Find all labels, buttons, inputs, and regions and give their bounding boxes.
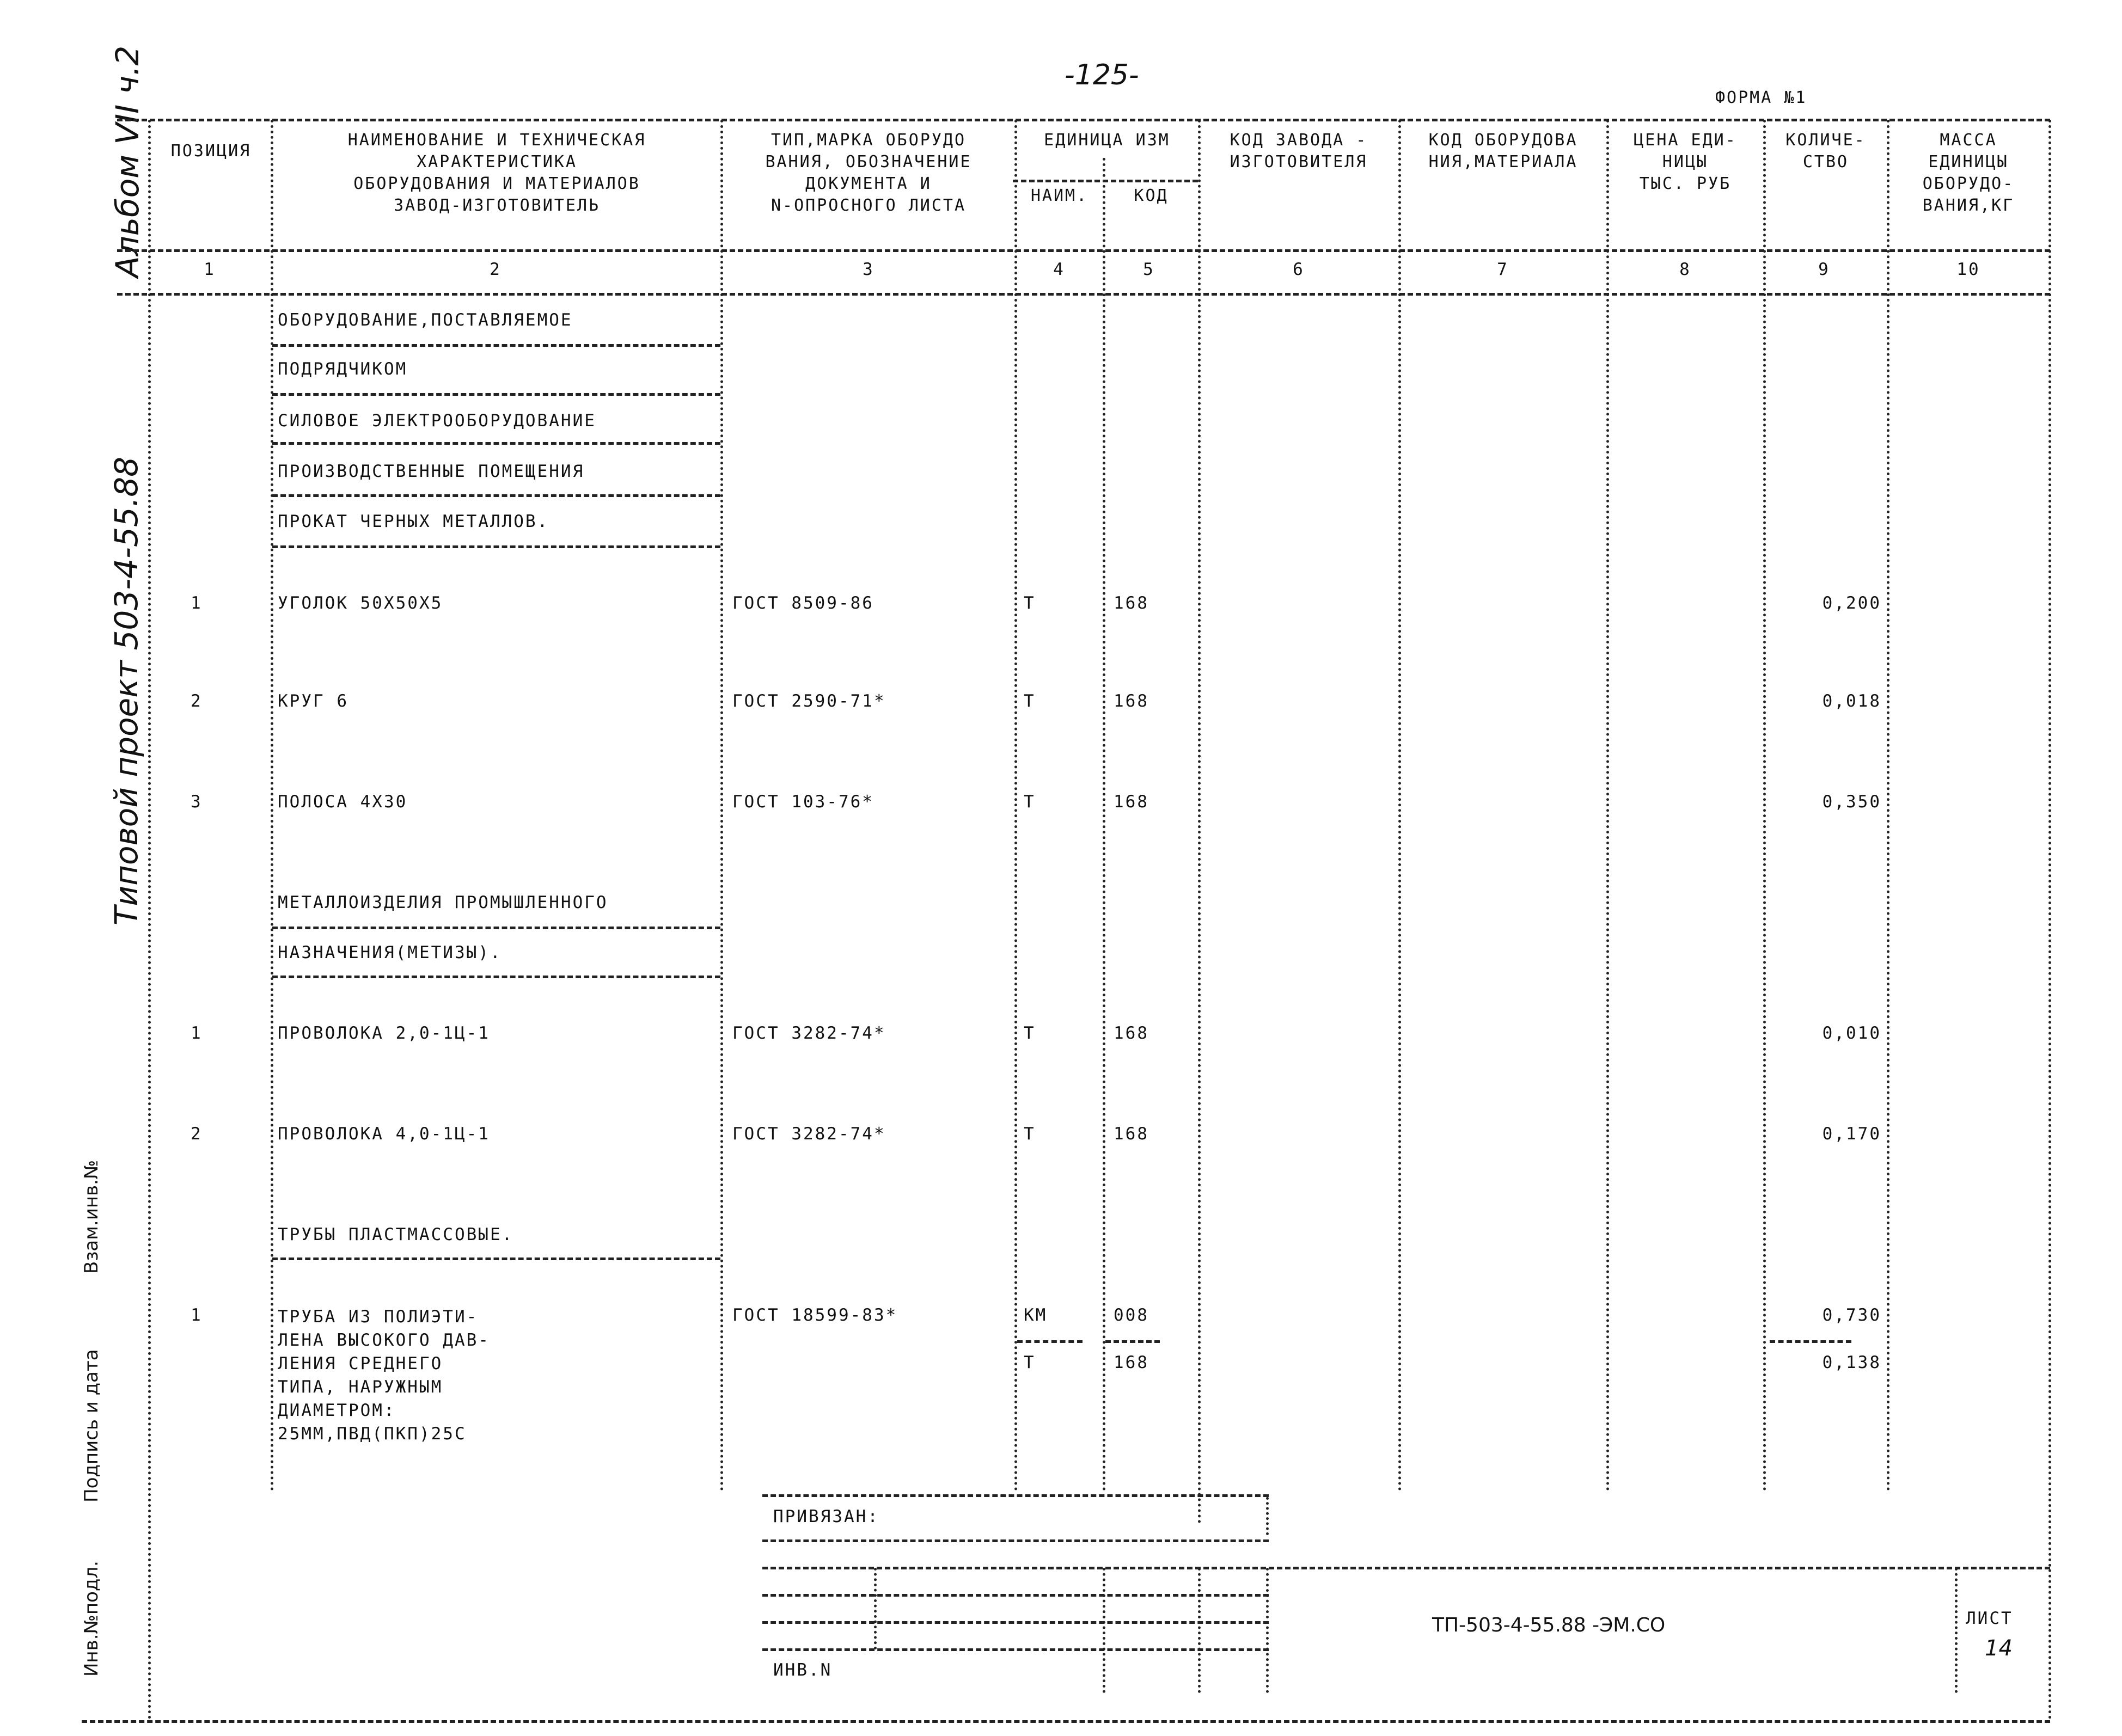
table-top-border: [117, 119, 2050, 121]
row-position: 1: [191, 593, 203, 613]
album-label: Альбом VII ч.2: [109, 45, 146, 278]
col-border-8: [1606, 120, 1609, 1492]
row-unit: Т: [1024, 691, 1036, 711]
header-equipment-code: КОД ОБОРУДОВА НИЯ,МАТЕРИАЛА: [1428, 131, 1578, 171]
col-border-left: [148, 120, 151, 1720]
row-unit: Т: [1024, 1124, 1036, 1144]
section-heading: ПРОКАТ ЧЕРНЫХ МЕТАЛЛОВ.: [278, 512, 549, 531]
pipe-name: ТРУБА ИЗ ПОЛИЭТИ- ЛЕНА ВЫСОКОГО ДАВ- ЛЕНИЯ СРЕДНЕГО ТИПА, НАРУЖНЫМ ДИАМЕТРОМ: 25ММ,ПВД(ПКП)25С: [278, 1307, 490, 1444]
row-mass: 0,730: [1822, 1305, 1881, 1325]
col-number-6: 6: [1293, 260, 1305, 279]
header-unit: ЕДИНИЦА ИЗМ: [1044, 131, 1170, 150]
col-border-10: [1887, 120, 1889, 1492]
row-doc: ГОСТ 3282-74*: [732, 1023, 886, 1043]
header-position: ПОЗИЦИЯ: [170, 142, 252, 161]
col-border-2: [271, 120, 273, 1492]
row-name: КРУГ 6: [278, 691, 348, 711]
header-name: НАИМЕНОВАНИЕ И ТЕХНИЧЕСКАЯ ХАРАКТЕРИСТИКА ОБОРУДОВАНИЯ И МАТЕРИАЛОВ ЗАВОД-ИЗГОТОВИТЕЛЬ: [347, 131, 646, 215]
form-label: ФОРМА №1: [1715, 88, 1807, 107]
row-mass: 0,170: [1822, 1124, 1881, 1144]
row-unit: Т: [1024, 593, 1036, 613]
row-code: 168: [1114, 1353, 1149, 1372]
row-code: 168: [1114, 1023, 1149, 1043]
section-heading: ТРУБЫ ПЛАСТМАССОВЫЕ.: [278, 1225, 514, 1244]
stamp-bound-label: ПРИВЯЗАН:: [773, 1507, 879, 1526]
row-doc: ГОСТ 2590-71*: [732, 691, 886, 711]
row-name: ПРОВОЛОКА 4,0-1Ц-1: [278, 1124, 490, 1144]
section-heading: ОБОРУДОВАНИЕ,ПОСТАВЛЯЕМОЕ: [278, 310, 573, 330]
header-bottom-border: [117, 249, 2050, 252]
row-mass: 0,010: [1822, 1023, 1881, 1043]
row-position: 2: [191, 691, 203, 711]
section-heading: ПОДРЯДЧИКОМ: [278, 359, 408, 379]
row-name: ПРОВОЛОКА 2,0-1Ц-1: [278, 1023, 490, 1043]
row-unit: Т: [1024, 792, 1036, 812]
section-heading: НАЗНАЧЕНИЯ(МЕТИЗЫ).: [278, 943, 502, 962]
row-doc: ГОСТ 8509-86: [732, 593, 874, 613]
unit-subheader-line: [1013, 180, 1198, 182]
col-number-10: 10: [1956, 260, 1980, 279]
col-number-7: 7: [1497, 260, 1509, 279]
section-heading: МЕТАЛЛОИЗДЕЛИЯ ПРОМЫШЛЕННОГО: [278, 893, 608, 912]
col-border-9: [1763, 120, 1766, 1492]
stamp-zam-label: Взам.инв.№: [81, 1160, 102, 1274]
stamp-inv-label: Инв.№подл.: [81, 1561, 102, 1677]
stamp-document-code: ТП-503-4-55.88 -ЭМ.СО: [1432, 1614, 1666, 1636]
row-code: 168: [1114, 691, 1149, 711]
row-code: 168: [1114, 593, 1149, 613]
col-border-right: [2048, 120, 2051, 1720]
col-number-4: 4: [1053, 260, 1065, 279]
row-code: 168: [1114, 792, 1149, 812]
row-mass: 0,018: [1822, 691, 1881, 711]
col-border-5: [1103, 158, 1105, 1492]
col-number-9: 9: [1818, 260, 1830, 279]
row-unit: КМ: [1024, 1305, 1048, 1325]
row-mass: 0,200: [1822, 593, 1881, 613]
section-heading: ПРОИЗВОДСТВЕННЫЕ ПОМЕЩЕНИЯ: [278, 462, 585, 481]
col-number-3: 3: [863, 260, 875, 279]
row-doc: ГОСТ 103-76*: [732, 792, 874, 812]
table-bottom-border: [82, 1720, 2050, 1723]
row-code: 168: [1114, 1124, 1149, 1144]
header-quantity: КОЛИЧЕ- СТВО: [1785, 131, 1866, 171]
col-number-2: 2: [490, 260, 502, 279]
col-border-6: [1198, 120, 1201, 1524]
row-position: 1: [191, 1305, 203, 1325]
section-heading: СИЛОВОЕ ЭЛЕКТРООБОРУДОВАНИЕ: [278, 411, 596, 431]
row-unit: Т: [1024, 1353, 1036, 1372]
row-mass: 0,138: [1822, 1353, 1881, 1372]
header-type: ТИП,МАРКА ОБОРУДО ВАНИЯ, ОБОЗНАЧЕНИЕ ДОКУМЕНТА И N-ОПРОСНОГО ЛИСТА: [765, 131, 972, 215]
row-mass: 0,350: [1822, 792, 1881, 812]
col-number-5: 5: [1143, 260, 1155, 279]
page-number: -125-: [1065, 59, 1139, 91]
row-doc: ГОСТ 18599-83*: [732, 1305, 898, 1325]
stamp-inv-number-label: ИНВ.N: [773, 1660, 833, 1680]
col-border-4: [1014, 120, 1017, 1492]
colnum-bottom-border: [117, 293, 2050, 296]
row-name: УГОЛОК 50X50X5: [278, 593, 443, 613]
col-number-1: 1: [204, 260, 216, 279]
header-unit-name: НАИМ.: [1030, 186, 1088, 205]
row-unit: Т: [1024, 1023, 1036, 1043]
col-border-7: [1398, 120, 1401, 1492]
row-name: ПОЛОСА 4X30: [278, 792, 408, 812]
stamp-sheet-number: 14: [1985, 1636, 2013, 1661]
row-doc: ГОСТ 3282-74*: [732, 1124, 886, 1144]
col-border-3: [720, 120, 723, 1492]
row-position: 3: [191, 792, 203, 812]
header-mass: МАССА ЕДИНИЦЫ ОБОРУДО- ВАНИЯ,КГ: [1922, 131, 2015, 215]
stamp-top-line: [762, 1494, 1269, 1497]
stamp-sign-label: Подпись и дата: [81, 1349, 102, 1502]
header-unit-code: КОД: [1134, 186, 1169, 205]
row-code: 008: [1114, 1305, 1149, 1325]
row-position: 1: [191, 1023, 203, 1043]
header-price: ЦЕНА ЕДИ- НИЦЫ ТЫС. РУБ: [1634, 131, 1737, 193]
header-plant-code: КОД ЗАВОДА - ИЗГОТОВИТЕЛЯ: [1230, 131, 1368, 171]
row-position: 2: [191, 1124, 203, 1144]
project-label: Типовой проект 503-4-55.88: [108, 457, 145, 925]
col-number-8: 8: [1679, 260, 1691, 279]
stamp-sheet-label: ЛИСТ: [1966, 1609, 2013, 1628]
